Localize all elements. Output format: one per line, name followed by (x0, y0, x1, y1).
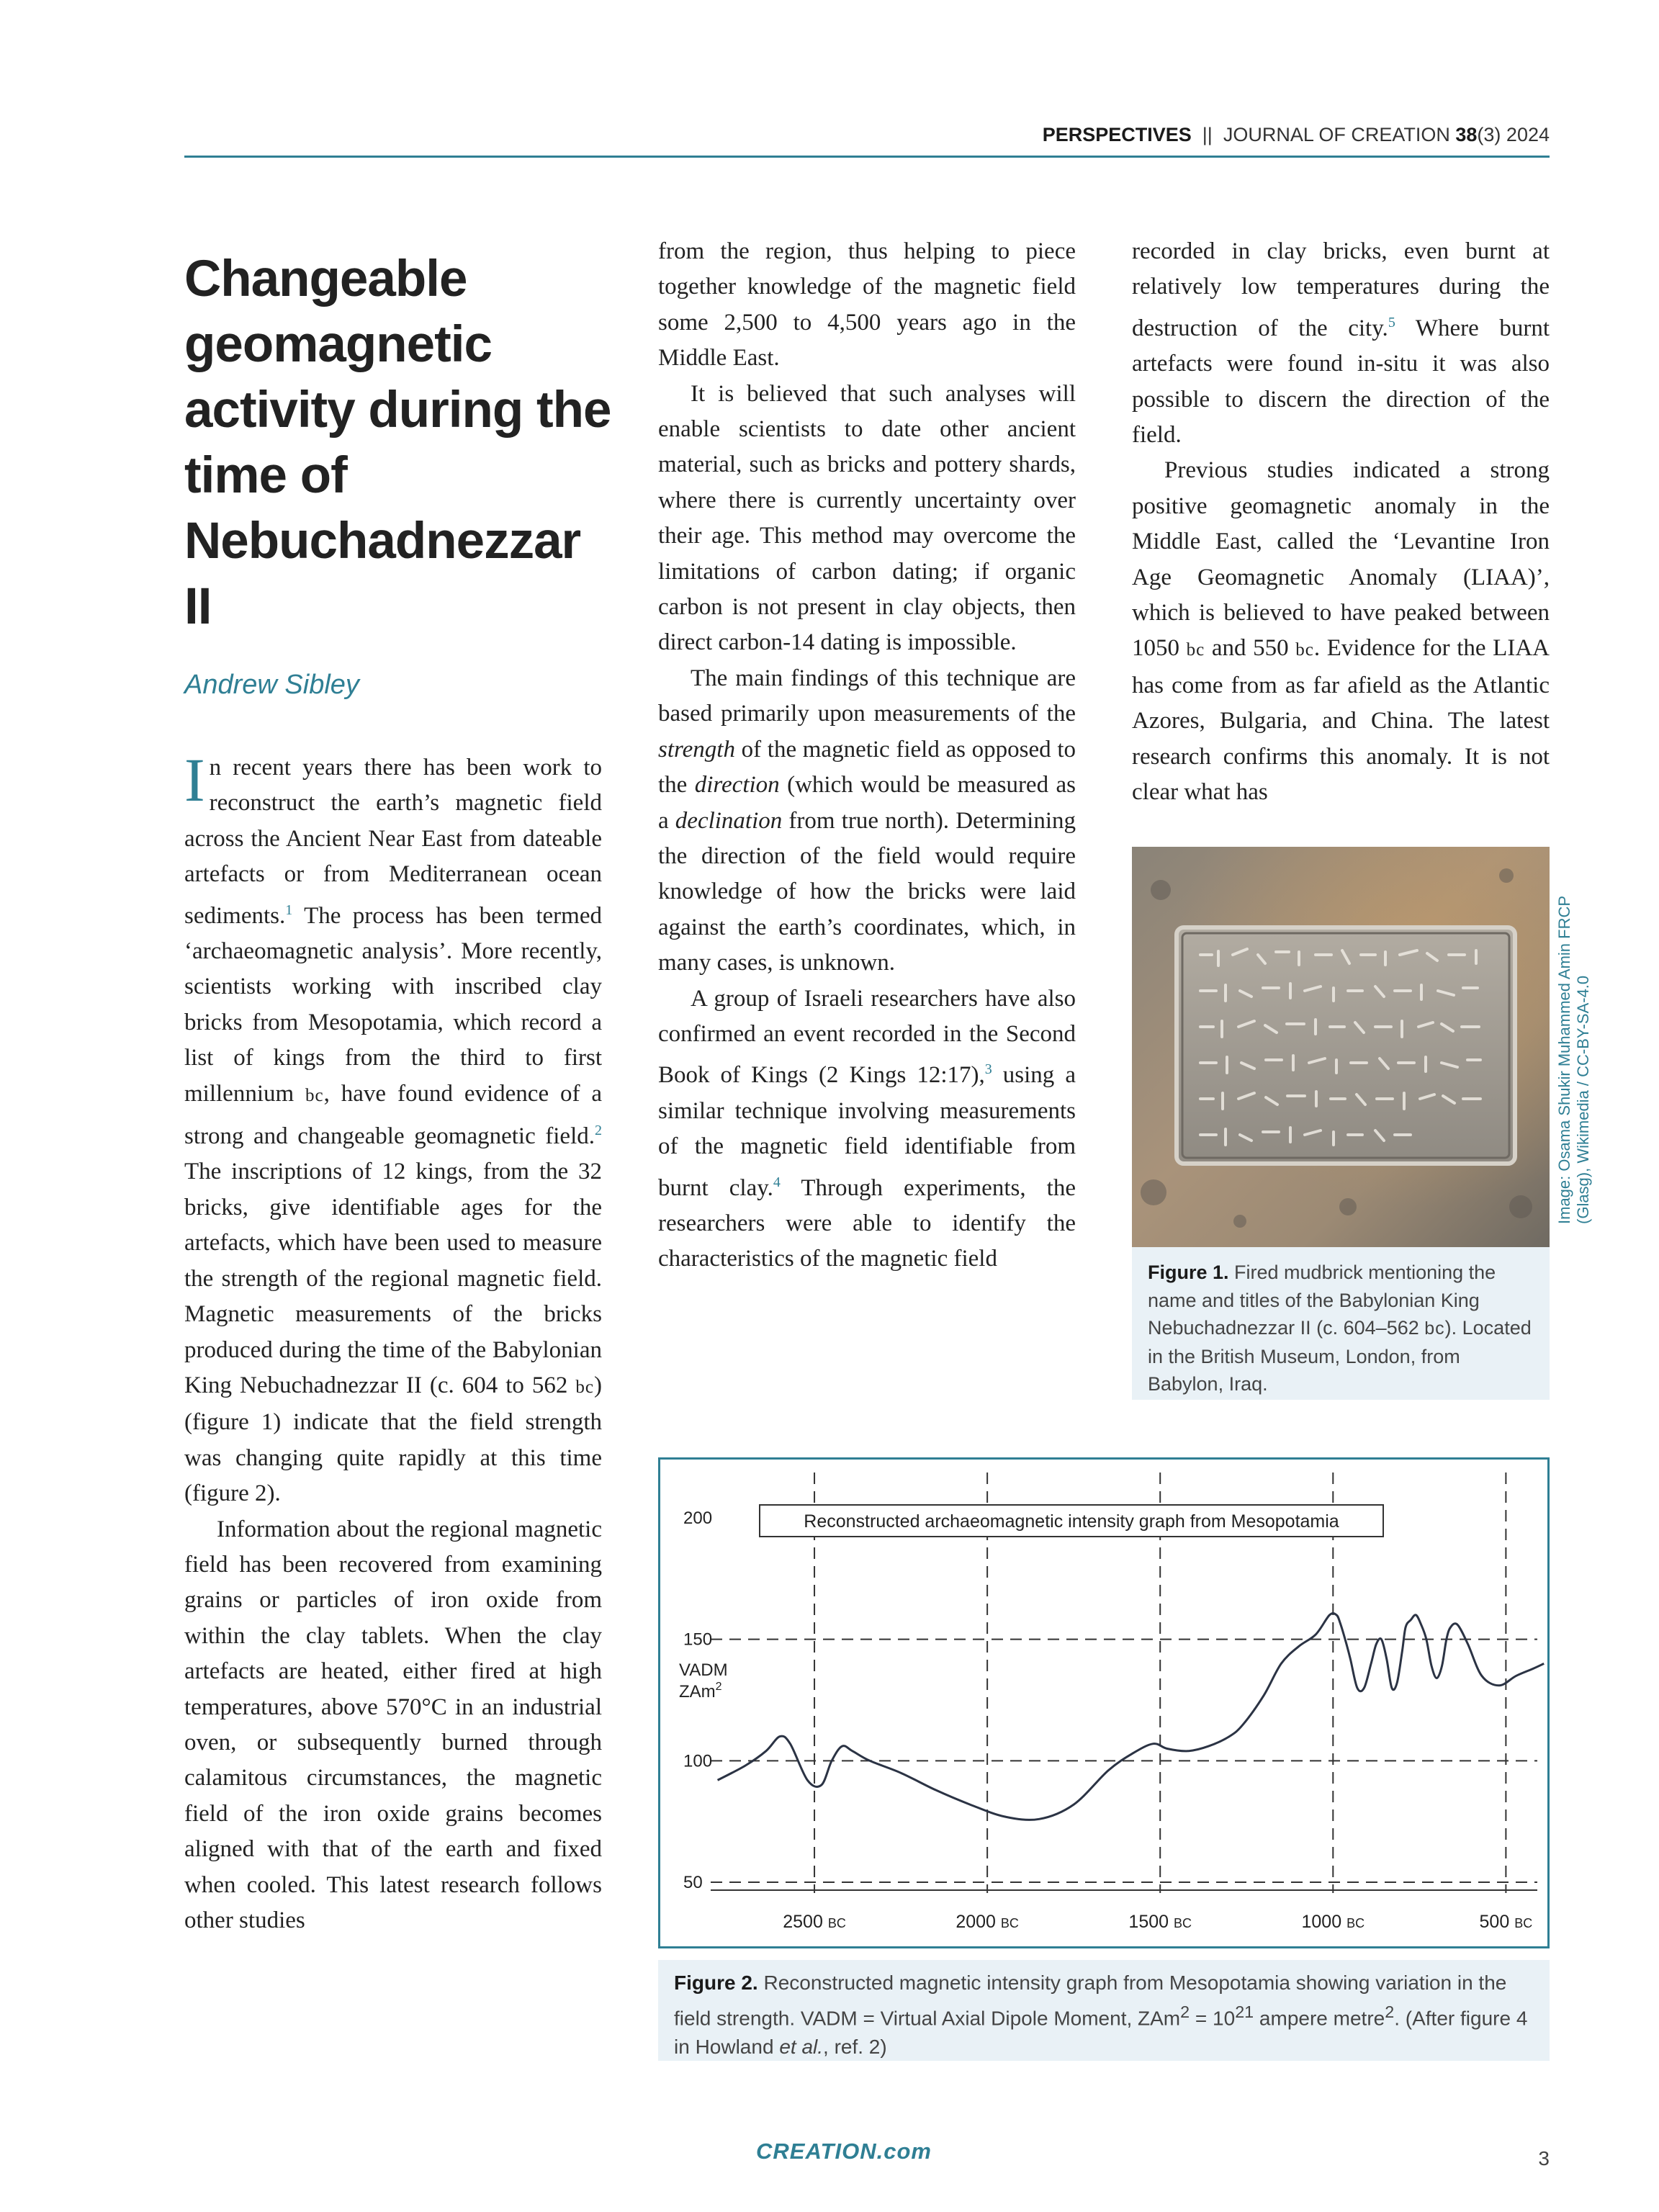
body-column-2 (658, 234, 1076, 1277)
superscript: 21 (1235, 2002, 1254, 2021)
header-volume: 38 (1455, 124, 1478, 145)
text: of the magnetic field as opposed to the (658, 736, 1076, 799)
reference-link[interactable]: 2 (595, 1123, 602, 1139)
text: from true north). Determining the direction of the field would require knowledge of how the bricks were laid against the earth’s coordinates, which, in many cases, is unknown. (658, 807, 1076, 976)
chart-title: Reconstructed archaeomagnetic intensity graph from Mesopotamia (804, 1511, 1339, 1532)
y-axis-label-line1: VADM (679, 1660, 728, 1680)
text: Reconstructed magnetic intensity graph from Mesopotamia showing variation in the field strength. VADM = Virtual Axial Dipole Moment, ZAm (674, 1972, 1507, 2030)
text: n recent years there has been work to reconstruct the earth’s magnetic field across the Ancient Near East from dateable artefacts or from Mediterranean ocean sediments. (184, 755, 602, 929)
header-rule (184, 156, 1550, 158)
text: ) (figure 1) indicate that the field strength was changing quite rapidly at this time (figure 2). (184, 1372, 602, 1507)
header-section: PERSPECTIVES (1042, 124, 1192, 145)
x-tick-unit: BC (827, 1916, 846, 1930)
era-label: bc (575, 1377, 594, 1397)
text: (which would be measured as a (658, 772, 1076, 834)
era-label: bc (1186, 640, 1205, 660)
text: ampere metre (1254, 2007, 1385, 2030)
text: , ref. 2) (823, 2036, 887, 2059)
x-tick-label (956, 1912, 1019, 1932)
reference-link[interactable]: 3 (984, 1061, 992, 1078)
x-tick-label (1480, 1912, 1533, 1932)
era-label: bc (305, 1085, 324, 1105)
text: recorded in clay bricks, even burnt at relatively low temperatures during the destruction of the city. (1132, 238, 1550, 341)
header-separator: || (1202, 124, 1213, 145)
x-tick-label (1302, 1912, 1365, 1932)
figure-1-credit: Image: Osama Shukir Muhammed Amin FRCP (Glasg), Wikimedia / CC-BY-SA-4.0 (1555, 896, 1592, 1224)
mudbrick-photo (1132, 847, 1550, 1247)
text: Where burnt artefacts were found in-situ it was also possible to discern the direction of the field. (1132, 315, 1550, 449)
reference-link[interactable]: 1 (285, 902, 293, 918)
superscript: 2 (1385, 2002, 1395, 2021)
y-tick-label: 200 (683, 1509, 713, 1528)
era-label: bc (1424, 1318, 1445, 1339)
emphasis: declination (675, 807, 783, 834)
header-journal: JOURNAL OF CREATION (1223, 124, 1450, 145)
body-column-1 (184, 745, 602, 1938)
reference-link[interactable]: 4 (773, 1174, 781, 1190)
era-label: bc (1295, 640, 1314, 660)
emphasis: strength (658, 736, 735, 763)
paragraph (184, 745, 602, 1512)
x-tick-unit: BC (1173, 1916, 1192, 1930)
reference-link[interactable]: 5 (1388, 314, 1395, 331)
running-header (1043, 124, 1550, 146)
text: . Evidence for the LIAA has come from as far afield as the Atlantic Azores, Bulgaria, and China. The latest research confirms this anomaly. It is not clear what has (1132, 635, 1550, 806)
text: = 10 (1190, 2007, 1236, 2030)
text: Through experiments, the researchers were able to identify the characteristics of the magnetic field (658, 1174, 1076, 1272)
x-tick-unit: BC (1514, 1916, 1533, 1930)
x-tick-value: 2500 (783, 1912, 828, 1932)
paragraph (1132, 234, 1550, 453)
y-axis-label-line2 (679, 1681, 722, 1701)
article-title: Changeable geomagnetic activity during the time of Nebuchadnezzar II (184, 251, 611, 635)
series-line (715, 1613, 1545, 1820)
text: . (After figure 4 in Howland (674, 2007, 1528, 2059)
page-number: 3 (1538, 2147, 1550, 2170)
y-axis-unit: ZAm (679, 1682, 716, 1701)
text: The process has been termed ‘archaeomagnetic analysis’. More recently, scientists working with inscribed clay bricks from Mesopotamia, which record a list of kings from the third to first millennium (184, 902, 602, 1107)
paragraph (1132, 453, 1550, 810)
figure-2-label: Figure 2. (674, 1972, 758, 1994)
drop-cap: I (184, 745, 205, 814)
paragraph (658, 981, 1076, 1277)
text: The inscriptions of 12 kings, from the 32 bricks, give identifiable ages for the artefacts, which have been used to measure the strength of the regional magnetic field. Magnetic measurements of the bricks produced during the time of the Babylonian King Nebuchadnezzar II (c. 604 to 562 (184, 1159, 602, 1398)
x-tick-value: 2000 (956, 1912, 1001, 1932)
text: , have found evidence of a strong and changeable geomagnetic field. (184, 1080, 602, 1150)
x-tick-label (1128, 1912, 1192, 1932)
text: ). Located in the British Museum, London, from Babylon, Iraq. (1148, 1317, 1532, 1395)
emphasis: et al. (779, 2036, 824, 2059)
body-column-3 (1132, 234, 1550, 811)
article-author: Andrew Sibley (184, 670, 359, 700)
x-tick-value: 1000 (1301, 1912, 1347, 1932)
x-tick-value: 500 (1479, 1912, 1515, 1932)
text: Fired mudbrick mentioning the name and titles of the Babylonian King Nebuchadnezzar II (c. 604–562 (1148, 1262, 1496, 1339)
text: A group of Israeli researchers have also confirmed an event recorded in the Second Book of Kings (2 Kings 12:17), (658, 985, 1076, 1089)
x-tick-label (783, 1912, 846, 1932)
x-tick-value: 1500 (1128, 1912, 1174, 1932)
y-tick-label: 100 (683, 1751, 713, 1771)
text: Previous studies indicated a strong positive geomagnetic anomaly in the Middle East, called the ‘Levantine Iron Age Geomagnetic Anomaly (LIAA)’, which is believed to have peaked between 1050 (1132, 457, 1550, 662)
text: and 550 (1205, 635, 1296, 662)
intensity-chart (660, 1460, 1547, 1946)
creation-logo[interactable]: CREATION.com (756, 2139, 932, 2164)
x-tick-unit: BC (1346, 1916, 1365, 1930)
figure-2-chart-frame (658, 1457, 1550, 1948)
figure-1-caption (1132, 1247, 1550, 1400)
paragraph (658, 661, 1076, 981)
superscript: 2 (1180, 2002, 1190, 2021)
paragraph: Information about the regional magnetic field has been recovered from examining grains or particles of iron oxide from within the clay tablets. When the clay artefacts are heated, either fired at high temperatures, above 570°C in an industrial oven, or subsequently burned through calamitous circumstances, the magnetic field of the iron oxide grains becomes aligned with that of the earth and fixed when cooled. This latest research follows other studies (184, 1516, 602, 1933)
y-tick-label: 150 (683, 1629, 713, 1650)
header-issue-year: (3) 2024 (1477, 124, 1550, 145)
figure-1-label: Figure 1. (1148, 1262, 1229, 1283)
x-tick-unit: BC (1000, 1916, 1019, 1930)
y-axis-unit-sup: 2 (715, 1681, 722, 1693)
text: using a similar technique involving measurements of the magnetic field identifiable from burnt clay. (658, 1062, 1076, 1201)
figure-2-caption (658, 1960, 1550, 2061)
paragraph: It is believed that such analyses will enable scientists to date other ancient material, such as bricks and pottery shards, where there is currently uncertainty over their age. This method may overcome the limitations of carbon dating; if organic carbon is not present in clay objects, then direct carbon-14 dating is impossible. (658, 380, 1076, 656)
paragraph: from the region, thus helping to piece together knowledge of the magnetic field some 2,500 to 4,500 years ago in the Middle East. (658, 238, 1076, 372)
text: The main findings of this technique are based primarily upon measurements of the (658, 665, 1076, 727)
y-tick-label: 50 (683, 1873, 703, 1892)
emphasis: direction (694, 772, 780, 799)
